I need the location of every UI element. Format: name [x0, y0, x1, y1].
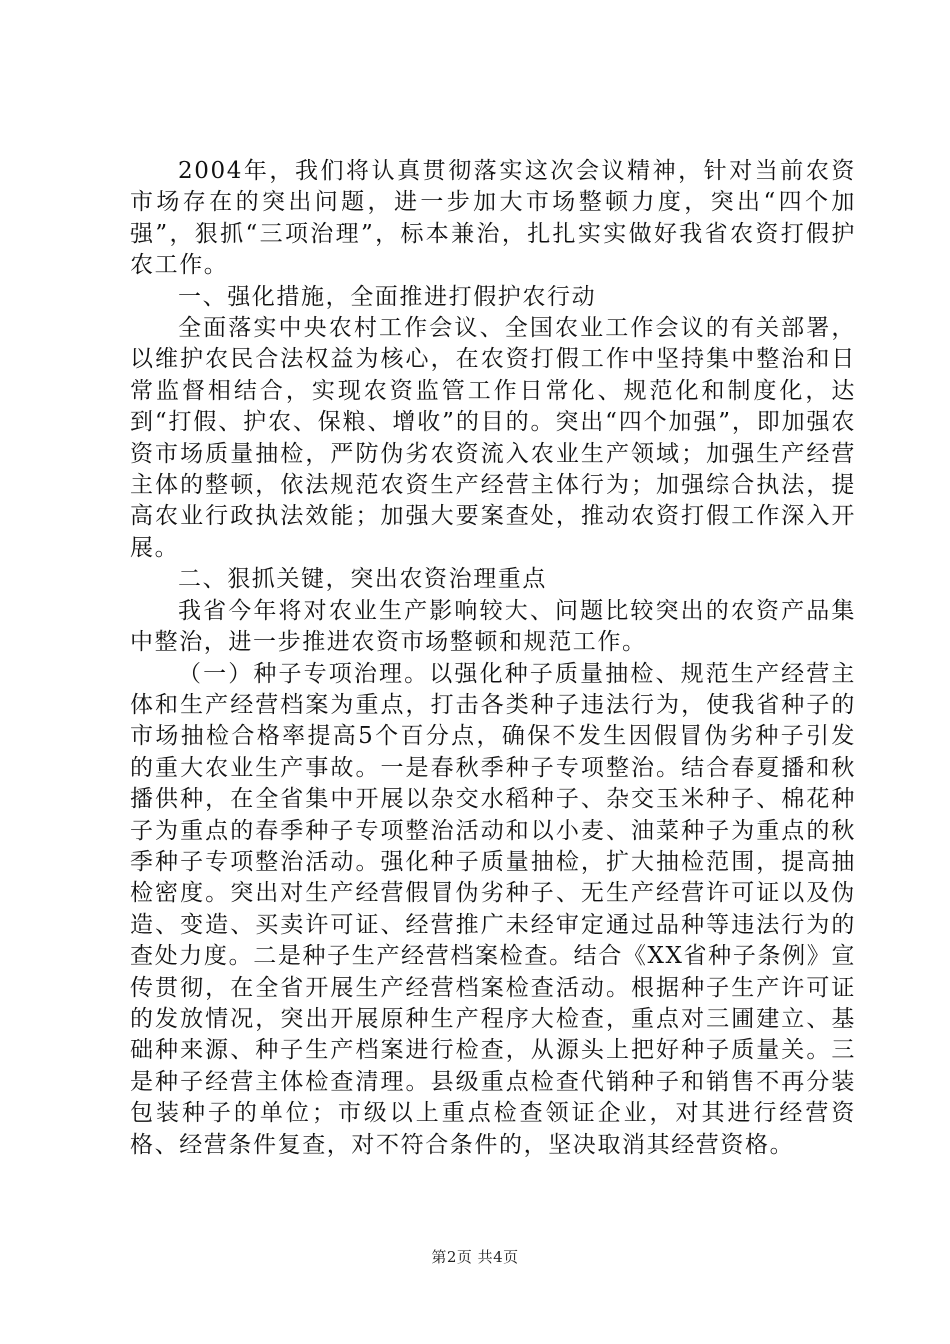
paragraph-seed-governance: （一）种子专项治理。以强化种子质量抽检、规范生产经营主体和生产经营档案为重点，打击各类种子违法行为，使我省种子的市场抽检合格率提高5个百分点，确保不发生因假冒伪劣种子引发的重大农业生产事故。一是春秋季种子专项整治。结合春夏播和秋播供种，在全省集中开展以杂交水稻种子、杂交玉米种子、棉花种子为重点的春季种子专项整治活动和以小麦、油菜种子为重点的秋季种子专项整治活动。强化种子质量抽检，扩大抽检范围，提高抽检密度。突出对生产经营假冒伪劣种子、无生产经营许可证以及伪造、变造、买卖许可证、经营推广未经审定通过品种等违法行为的查处力度。二是种子生产经营档案检查。结合《XX省种子条例》宣传贯彻，在全省开展生产经营档案检查活动。根据种子生产许可证的发放情况，突出开展原种生产程序大检查，重点对三圃建立、基础种来源、种子生产档案进行检查，从源头上把好种子质量关。三是种子经营主体检查清理。县级重点检查代销种子和销售不再分装包装种子的单位；市级以上重点检查领证企业，对其进行经营资格、经营条件复查，对不符合条件的，坚决取消其经营资格。	[130, 660, 856, 1158]
page-footer: 第2页 共4页	[431, 1248, 519, 1266]
section-heading-2: 二、狠抓关键，突出农资治理重点	[178, 566, 547, 593]
section-heading-1: 一、强化措施，全面推进打假护农行动	[178, 283, 597, 310]
document-body	[130, 156, 856, 1161]
paragraph-section-1: 全面落实中央农村工作会议、全国农业工作会议的有关部署，以维护农民合法权益为核心，在农资打假工作中坚持集中整治和日常监督相结合，实现农资监管工作日常化、规范化和制度化，达到“打假、护农、保粮、增收”的目的。突出“四个加强”，即加强农资市场质量抽检，严防伪劣农资流入农业生产领域；加强生产经营主体的整顿，依法规范农资生产经营主体行为；加强综合执法，提高农业行政执法效能；加强大要案查处，推动农资打假工作深入开展。	[130, 315, 856, 561]
paragraph-intro: 2004年，我们将认真贯彻落实这次会议精神，针对当前农资市场存在的突出问题，进一步加大市场整顿力度，突出“四个加强”，狠抓“三项治理”，标本兼治，扎扎实实做好我省农资打假护农工作。	[130, 158, 856, 279]
paragraph-section-2: 我省今年将对农业生产影响较大、问题比较突出的农资产品集中整治，进一步推进农资市场整顿和规范工作。	[130, 597, 856, 656]
